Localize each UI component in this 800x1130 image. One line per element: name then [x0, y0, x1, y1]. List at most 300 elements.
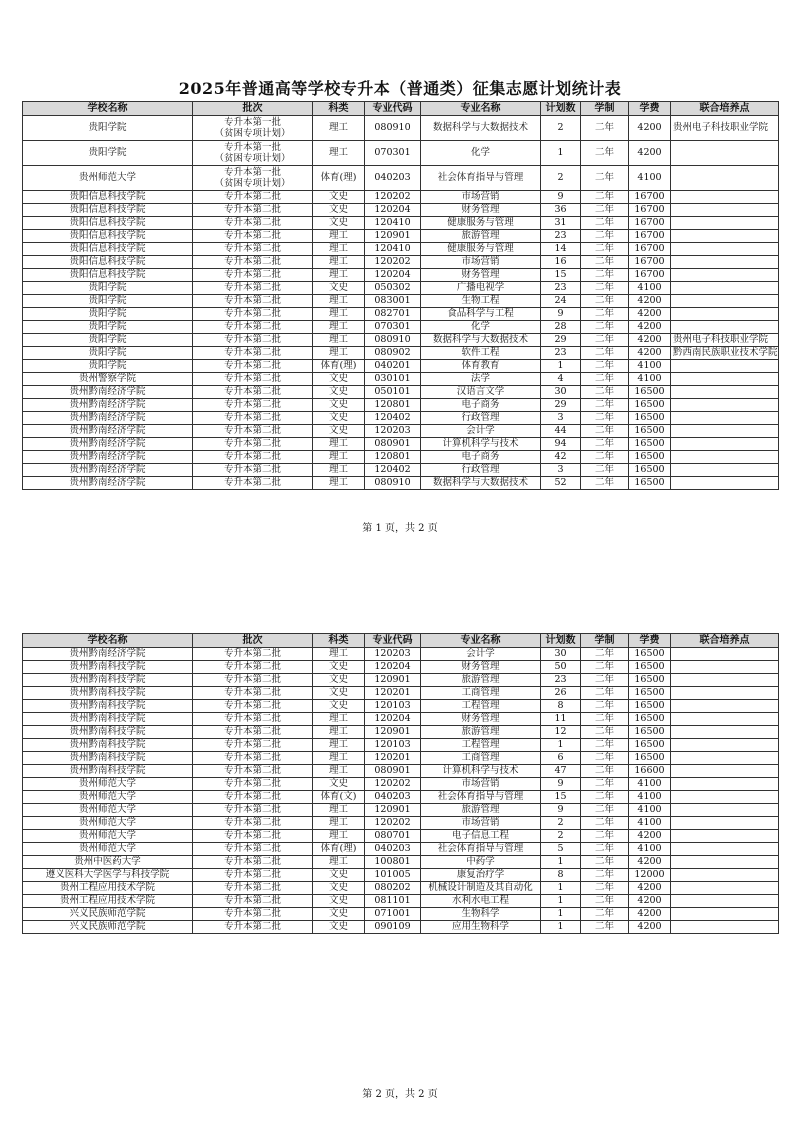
- school-name-cell: 贵阳学院: [23, 321, 193, 334]
- tuition-cell: 16500: [629, 687, 671, 700]
- batch-cell: 专升本第二批: [193, 700, 313, 713]
- plan-count-cell: 16: [541, 256, 581, 269]
- tuition-cell: 4200: [629, 116, 671, 141]
- major-name-cell: 工商管理: [421, 752, 541, 765]
- table-row: [23, 908, 779, 921]
- duration-cell: 二年: [581, 230, 629, 243]
- tuition-cell: 4200: [629, 856, 671, 869]
- joint-site-cell: [671, 726, 779, 739]
- table-row: [23, 360, 779, 373]
- major-name-cell: 社会体育指导与管理: [421, 166, 541, 191]
- school-name-cell: 贵州黔南科技学院: [23, 752, 193, 765]
- major-name-cell: 旅游管理: [421, 726, 541, 739]
- school-name-cell: 贵阳学院: [23, 141, 193, 166]
- tuition-cell: 4200: [629, 141, 671, 166]
- category-cell: 理工: [313, 752, 365, 765]
- table-row: [23, 399, 779, 412]
- major-name-cell: 会计学: [421, 648, 541, 661]
- tuition-cell: 4200: [629, 882, 671, 895]
- major-code-cell: 120202: [365, 256, 421, 269]
- header-plan-count: 计划数: [541, 102, 581, 116]
- joint-site-cell: [671, 869, 779, 882]
- major-name-cell: 软件工程: [421, 347, 541, 360]
- joint-site-cell: [671, 752, 779, 765]
- school-name-cell: 贵州中医药大学: [23, 856, 193, 869]
- school-name-cell: 贵州黔南科技学院: [23, 674, 193, 687]
- plan-count-cell: 44: [541, 425, 581, 438]
- duration-cell: 二年: [581, 700, 629, 713]
- major-name-cell: 机械设计制造及其自动化: [421, 882, 541, 895]
- category-cell: 理工: [313, 230, 365, 243]
- major-name-cell: 行政管理: [421, 464, 541, 477]
- batch-cell: 专升本第二批: [193, 921, 313, 934]
- plan-count-cell: 12: [541, 726, 581, 739]
- table-row: [23, 648, 779, 661]
- major-code-cell: 080910: [365, 477, 421, 490]
- tuition-cell: 4100: [629, 817, 671, 830]
- header-category: 科类: [313, 102, 365, 116]
- category-cell: 理工: [313, 713, 365, 726]
- major-code-cell: 120801: [365, 399, 421, 412]
- duration-cell: 二年: [581, 726, 629, 739]
- school-name-cell: 贵州黔南经济学院: [23, 451, 193, 464]
- header-plan-count: 计划数: [541, 634, 581, 648]
- header-category: 科类: [313, 634, 365, 648]
- plan-count-cell: 24: [541, 295, 581, 308]
- school-name-cell: 贵州工程应用技术学院: [23, 895, 193, 908]
- school-name-cell: 贵州师范大学: [23, 778, 193, 791]
- school-name-cell: 贵州师范大学: [23, 843, 193, 856]
- table-header-row: [23, 102, 779, 116]
- plan-count-cell: 9: [541, 191, 581, 204]
- plan-count-cell: 23: [541, 230, 581, 243]
- table-row: [23, 895, 779, 908]
- batch-cell: 专升本第二批: [193, 908, 313, 921]
- document-title: 2025年普通高等学校专升本（普通类）征集志愿计划统计表: [178, 79, 622, 98]
- header-school: 学校名称: [23, 634, 193, 648]
- category-cell: 理工: [313, 477, 365, 490]
- duration-cell: 二年: [581, 191, 629, 204]
- major-name-cell: 汉语言文学: [421, 386, 541, 399]
- category-cell: 理工: [313, 438, 365, 451]
- table-row: [23, 464, 779, 477]
- major-code-cell: 040203: [365, 166, 421, 191]
- plan-count-cell: 1: [541, 908, 581, 921]
- batch-cell: [193, 116, 313, 141]
- category-cell: 理工: [313, 765, 365, 778]
- table-header-row: [23, 634, 779, 648]
- category-cell: 理工: [313, 451, 365, 464]
- school-name-cell: 贵州黔南科技学院: [23, 661, 193, 674]
- duration-cell: 二年: [581, 116, 629, 141]
- category-cell: 理工: [313, 830, 365, 843]
- major-code-cell: 070301: [365, 141, 421, 166]
- joint-site-cell: [671, 908, 779, 921]
- batch-cell: 专升本第二批: [193, 386, 313, 399]
- plan-count-cell: 11: [541, 713, 581, 726]
- duration-cell: 二年: [581, 921, 629, 934]
- major-code-cell: 120201: [365, 752, 421, 765]
- table-row: [23, 166, 779, 191]
- school-name-cell: 贵州黔南科技学院: [23, 739, 193, 752]
- major-name-cell: 财务管理: [421, 204, 541, 217]
- tuition-cell: 16700: [629, 230, 671, 243]
- school-name-cell: 贵阳信息科技学院: [23, 191, 193, 204]
- batch-cell: 专升本第二批: [193, 713, 313, 726]
- joint-site-cell: [671, 464, 779, 477]
- tuition-cell: 4100: [629, 778, 671, 791]
- school-name-cell: 贵阳学院: [23, 308, 193, 321]
- batch-cell: 专升本第二批: [193, 674, 313, 687]
- plan-count-cell: 1: [541, 882, 581, 895]
- table-row: [23, 230, 779, 243]
- batch-cell: 专升本第二批: [193, 843, 313, 856]
- table-row: [23, 752, 779, 765]
- joint-site-cell: [671, 739, 779, 752]
- major-code-cell: 120204: [365, 713, 421, 726]
- plan-count-cell: 31: [541, 217, 581, 230]
- tuition-cell: 16500: [629, 451, 671, 464]
- header-major-code: 专业代码: [365, 102, 421, 116]
- duration-cell: 二年: [581, 882, 629, 895]
- joint-site-cell: [671, 386, 779, 399]
- category-cell: 文史: [313, 217, 365, 230]
- category-cell: 文史: [313, 921, 365, 934]
- plan-count-cell: 30: [541, 386, 581, 399]
- table-row: [23, 451, 779, 464]
- major-name-cell: 电子商务: [421, 399, 541, 412]
- batch-cell: 专升本第二批: [193, 477, 313, 490]
- tuition-cell: 16700: [629, 269, 671, 282]
- tuition-cell: 4200: [629, 334, 671, 347]
- tuition-cell: 16600: [629, 765, 671, 778]
- school-name-cell: 贵阳学院: [23, 282, 193, 295]
- major-name-cell: 会计学: [421, 425, 541, 438]
- joint-site-cell: [671, 765, 779, 778]
- major-code-cell: 120410: [365, 243, 421, 256]
- table-row: [23, 334, 779, 347]
- tuition-cell: 4200: [629, 830, 671, 843]
- duration-cell: 二年: [581, 269, 629, 282]
- tuition-cell: 16700: [629, 217, 671, 230]
- table-row: [23, 765, 779, 778]
- joint-site-cell: [671, 778, 779, 791]
- joint-site-cell: [671, 648, 779, 661]
- school-name-cell: 贵阳学院: [23, 360, 193, 373]
- batch-cell: 专升本第二批: [193, 765, 313, 778]
- category-cell: 文史: [313, 700, 365, 713]
- category-cell: 理工: [313, 243, 365, 256]
- joint-site-cell: [671, 830, 779, 843]
- joint-site-cell: [671, 282, 779, 295]
- table-row: [23, 282, 779, 295]
- joint-site-cell: [671, 687, 779, 700]
- plan-count-cell: 2: [541, 817, 581, 830]
- duration-cell: 二年: [581, 687, 629, 700]
- batch-note-line: （贫困专项计划）: [214, 153, 291, 164]
- duration-cell: 二年: [581, 412, 629, 425]
- joint-site-cell: [671, 700, 779, 713]
- tuition-cell: 12000: [629, 869, 671, 882]
- batch-line: 专升本第一批: [223, 117, 281, 128]
- table-row: [23, 217, 779, 230]
- duration-cell: 二年: [581, 360, 629, 373]
- batch-cell: 专升本第二批: [193, 856, 313, 869]
- category-cell: 理工: [313, 648, 365, 661]
- joint-site-cell: [671, 217, 779, 230]
- major-code-cell: 120204: [365, 269, 421, 282]
- tuition-cell: 16500: [629, 386, 671, 399]
- joint-site-cell: [671, 856, 779, 869]
- major-name-cell: 中药学: [421, 856, 541, 869]
- category-cell: 理工: [313, 321, 365, 334]
- major-code-cell: 080701: [365, 830, 421, 843]
- plan-count-cell: 1: [541, 921, 581, 934]
- major-code-cell: 070301: [365, 321, 421, 334]
- batch-cell: 专升本第二批: [193, 438, 313, 451]
- major-code-cell: 120201: [365, 687, 421, 700]
- tuition-cell: 4200: [629, 308, 671, 321]
- major-name-cell: 电子信息工程: [421, 830, 541, 843]
- plan-count-cell: 50: [541, 661, 581, 674]
- duration-cell: 二年: [581, 843, 629, 856]
- tuition-cell: 16700: [629, 256, 671, 269]
- joint-site-cell: [671, 713, 779, 726]
- school-name-cell: 贵阳信息科技学院: [23, 243, 193, 256]
- joint-site-cell: [671, 412, 779, 425]
- tuition-cell: 16500: [629, 648, 671, 661]
- major-name-cell: 工商管理: [421, 687, 541, 700]
- duration-cell: 二年: [581, 778, 629, 791]
- table-row: [23, 921, 779, 934]
- tuition-cell: 16700: [629, 243, 671, 256]
- joint-site-cell: [671, 295, 779, 308]
- major-name-cell: 数据科学与大数据技术: [421, 334, 541, 347]
- major-name-cell: 水利水电工程: [421, 895, 541, 908]
- table-row: [23, 739, 779, 752]
- major-code-cell: 120103: [365, 739, 421, 752]
- plan-count-cell: 1: [541, 895, 581, 908]
- duration-cell: 二年: [581, 713, 629, 726]
- table-row: [23, 373, 779, 386]
- category-cell: 文史: [313, 661, 365, 674]
- major-name-cell: 市场营销: [421, 778, 541, 791]
- tuition-cell: 4200: [629, 347, 671, 360]
- plan-count-cell: 15: [541, 791, 581, 804]
- joint-site-cell: [671, 921, 779, 934]
- batch-cell: 专升本第二批: [193, 752, 313, 765]
- batch-cell: 专升本第二批: [193, 243, 313, 256]
- category-cell: 文史: [313, 908, 365, 921]
- school-name-cell: 贵州黔南经济学院: [23, 438, 193, 451]
- category-cell: 体育(文): [313, 791, 365, 804]
- duration-cell: 二年: [581, 765, 629, 778]
- major-code-cell: 120202: [365, 191, 421, 204]
- major-code-cell: 080902: [365, 347, 421, 360]
- plan-count-cell: 14: [541, 243, 581, 256]
- major-code-cell: 120203: [365, 648, 421, 661]
- school-name-cell: 贵阳学院: [23, 295, 193, 308]
- school-name-cell: 贵州师范大学: [23, 804, 193, 817]
- tuition-cell: 4100: [629, 791, 671, 804]
- table-row: [23, 778, 779, 791]
- duration-cell: 二年: [581, 648, 629, 661]
- major-code-cell: 081101: [365, 895, 421, 908]
- major-name-cell: 电子商务: [421, 451, 541, 464]
- header-joint-site: 联合培养点: [671, 102, 779, 116]
- school-name-cell: 贵州师范大学: [23, 830, 193, 843]
- school-name-cell: 贵州黔南科技学院: [23, 687, 193, 700]
- joint-site-cell: [671, 895, 779, 908]
- plan-count-cell: 2: [541, 830, 581, 843]
- major-name-cell: 生物工程: [421, 295, 541, 308]
- batch-cell: 专升本第二批: [193, 191, 313, 204]
- plan-count-cell: 23: [541, 282, 581, 295]
- major-name-cell: 体育教育: [421, 360, 541, 373]
- major-code-cell: 120103: [365, 700, 421, 713]
- header-joint-site: 联合培养点: [671, 634, 779, 648]
- school-name-cell: 贵州黔南经济学院: [23, 464, 193, 477]
- batch-cell: 专升本第二批: [193, 464, 313, 477]
- category-cell: 文史: [313, 412, 365, 425]
- major-name-cell: 财务管理: [421, 661, 541, 674]
- duration-cell: 二年: [581, 282, 629, 295]
- major-code-cell: 120402: [365, 464, 421, 477]
- table-row: [23, 791, 779, 804]
- category-cell: 理工: [313, 856, 365, 869]
- category-cell: 理工: [313, 308, 365, 321]
- major-name-cell: 数据科学与大数据技术: [421, 477, 541, 490]
- school-name-cell: 兴义民族师范学院: [23, 921, 193, 934]
- joint-site-cell: [671, 674, 779, 687]
- table-row: [23, 295, 779, 308]
- category-cell: 文史: [313, 191, 365, 204]
- major-name-cell: 市场营销: [421, 256, 541, 269]
- batch-cell: 专升本第二批: [193, 739, 313, 752]
- school-name-cell: 贵州黔南经济学院: [23, 399, 193, 412]
- batch-line: 专升本第一批: [223, 142, 281, 153]
- major-code-cell: 120204: [365, 661, 421, 674]
- table-row: [23, 700, 779, 713]
- category-cell: 理工: [313, 739, 365, 752]
- table-row: [23, 256, 779, 269]
- duration-cell: 二年: [581, 856, 629, 869]
- major-name-cell: 旅游管理: [421, 674, 541, 687]
- table-row: [23, 674, 779, 687]
- category-cell: 文史: [313, 674, 365, 687]
- major-name-cell: 财务管理: [421, 269, 541, 282]
- school-name-cell: 贵州工程应用技术学院: [23, 882, 193, 895]
- tuition-cell: 16700: [629, 204, 671, 217]
- batch-cell: 专升本第二批: [193, 321, 313, 334]
- tuition-cell: 16500: [629, 700, 671, 713]
- category-cell: 理工: [313, 726, 365, 739]
- table-row: [23, 843, 779, 856]
- joint-site-cell: [671, 191, 779, 204]
- school-name-cell: 贵阳信息科技学院: [23, 217, 193, 230]
- major-code-cell: 120402: [365, 412, 421, 425]
- major-name-cell: 数据科学与大数据技术: [421, 116, 541, 141]
- plan-count-cell: 1: [541, 141, 581, 166]
- joint-site-cell: 贵州电子科技职业学院: [671, 116, 779, 141]
- plan-count-cell: 9: [541, 308, 581, 321]
- plan-count-cell: 36: [541, 204, 581, 217]
- duration-cell: 二年: [581, 869, 629, 882]
- major-code-cell: 040201: [365, 360, 421, 373]
- table-row: [23, 687, 779, 700]
- table-row: [23, 141, 779, 166]
- school-name-cell: 兴义民族师范学院: [23, 908, 193, 921]
- category-cell: 理工: [313, 464, 365, 477]
- major-name-cell: 计算机科学与技术: [421, 438, 541, 451]
- table-row: [23, 856, 779, 869]
- joint-site-cell: [671, 804, 779, 817]
- category-cell: 文史: [313, 778, 365, 791]
- category-cell: 文史: [313, 895, 365, 908]
- table-row: [23, 726, 779, 739]
- joint-site-cell: [671, 438, 779, 451]
- table-row: [23, 116, 779, 141]
- duration-cell: 二年: [581, 804, 629, 817]
- batch-cell: 专升本第二批: [193, 256, 313, 269]
- batch-cell: 专升本第二批: [193, 451, 313, 464]
- joint-site-cell: [671, 425, 779, 438]
- category-cell: 文史: [313, 869, 365, 882]
- tuition-cell: 16500: [629, 438, 671, 451]
- tuition-cell: 4200: [629, 895, 671, 908]
- plan-count-cell: 42: [541, 451, 581, 464]
- major-name-cell: 生物科学: [421, 908, 541, 921]
- category-cell: 文史: [313, 373, 365, 386]
- duration-cell: 二年: [581, 399, 629, 412]
- duration-cell: 二年: [581, 908, 629, 921]
- school-name-cell: 贵州黔南科技学院: [23, 765, 193, 778]
- plan-count-cell: 94: [541, 438, 581, 451]
- joint-site-cell: [671, 256, 779, 269]
- joint-site-cell: [671, 321, 779, 334]
- major-code-cell: 101005: [365, 869, 421, 882]
- header-major-name: 专业名称: [421, 102, 541, 116]
- category-cell: 文史: [313, 282, 365, 295]
- plan-count-cell: 3: [541, 464, 581, 477]
- tuition-cell: 16500: [629, 726, 671, 739]
- category-cell: 理工: [313, 269, 365, 282]
- major-name-cell: 化学: [421, 141, 541, 166]
- joint-site-cell: [671, 661, 779, 674]
- batch-cell: 专升本第二批: [193, 295, 313, 308]
- tuition-cell: 16500: [629, 425, 671, 438]
- major-name-cell: 旅游管理: [421, 230, 541, 243]
- major-name-cell: 食品科学与工程: [421, 308, 541, 321]
- major-name-cell: 广播电视学: [421, 282, 541, 295]
- joint-site-cell: 贵州电子科技职业学院: [671, 334, 779, 347]
- header-batch: 批次: [193, 102, 313, 116]
- duration-cell: 二年: [581, 464, 629, 477]
- duration-cell: 二年: [581, 295, 629, 308]
- major-code-cell: 040203: [365, 791, 421, 804]
- major-code-cell: 082701: [365, 308, 421, 321]
- school-name-cell: 贵州黔南经济学院: [23, 425, 193, 438]
- category-cell: 理工: [313, 141, 365, 166]
- header-tuition: 学费: [629, 102, 671, 116]
- school-name-cell: 贵州警察学院: [23, 373, 193, 386]
- school-name-cell: 贵州黔南科技学院: [23, 726, 193, 739]
- major-name-cell: 工程管理: [421, 739, 541, 752]
- table-row: [23, 438, 779, 451]
- tuition-cell: 4200: [629, 295, 671, 308]
- major-name-cell: 法学: [421, 373, 541, 386]
- plan-count-cell: 29: [541, 334, 581, 347]
